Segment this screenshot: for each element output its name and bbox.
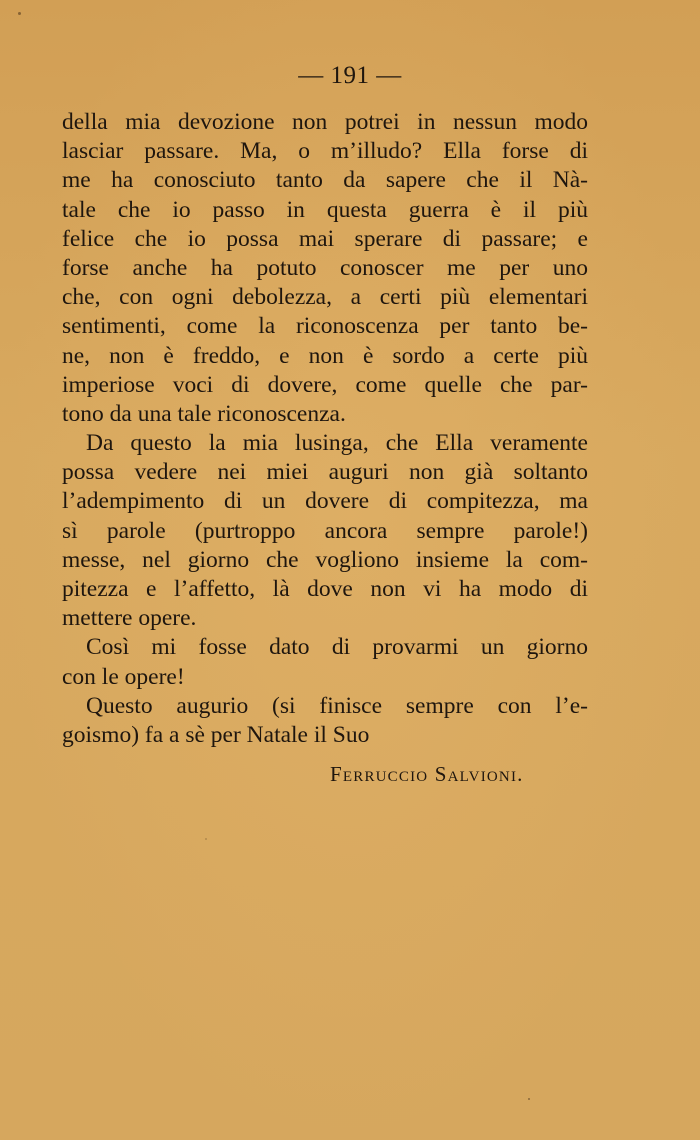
text-line: felice che io possa mai sperare di passare; e <box>62 225 588 252</box>
paper-speck <box>528 1098 530 1100</box>
text-line: lasciar passare. Ma, o m’illudo? Ella forse di <box>62 138 588 165</box>
text-line: sentimenti, come la riconoscenza per tanto be- <box>62 313 588 340</box>
text-line: della mia devozione non potrei in nessun modo <box>62 109 588 135</box>
text-line: l’adempimento di un dovere di compitezza, ma <box>62 488 588 515</box>
text-line: tono da una tale riconoscenza. <box>62 400 346 427</box>
body-text <box>62 108 588 750</box>
text-line: possa vedere nei miei auguri non già soltanto <box>62 459 588 486</box>
text-line: messe, nel giorno che vogliono insieme la com- <box>62 546 588 573</box>
text-line: Da questo la mia lusinga, che Ella veramente <box>86 430 588 457</box>
text-line: Così mi fosse dato di provarmi un giorno <box>86 634 588 661</box>
text-line: che, con ogni debolezza, a certi più elementari <box>62 284 588 311</box>
text-line: me ha conosciuto tanto da sapere che il Nà- <box>62 167 588 194</box>
text-line: Questo augurio (si finisce sempre con l’e- <box>86 692 588 719</box>
text-line: imperiose voci di dovere, come quelle che par- <box>62 371 588 398</box>
page-number: — 191 — <box>298 62 402 89</box>
text-line: goismo) fa a sè per Natale il Suo <box>62 721 370 748</box>
text-line: sì parole (purtroppo ancora sempre parole!) <box>62 517 588 544</box>
text-line: pitezza e l’affetto, là dove non vi ha modo di <box>62 576 588 602</box>
text-line: tale che io passo in questa guerra è il più <box>62 196 588 223</box>
text-line: forse anche ha potuto conoscer me per uno <box>62 254 588 281</box>
signature: Ferruccio Salvioni. <box>330 762 524 786</box>
text-line: ne, non è freddo, e non è sordo a certe più <box>62 342 588 369</box>
paper-speck <box>205 838 207 840</box>
text-line: con le opere! <box>62 663 185 690</box>
text-line: mettere opere. <box>62 605 197 632</box>
paper-speck <box>18 12 21 15</box>
